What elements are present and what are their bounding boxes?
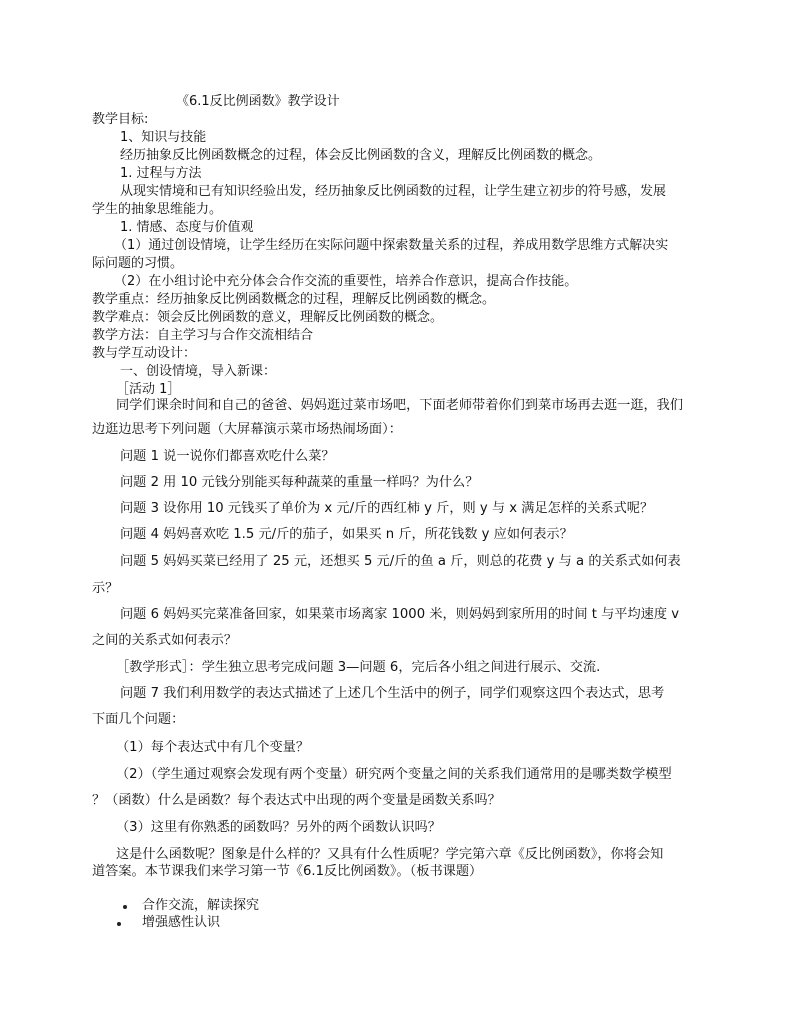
obj1-text: 经历抽象反比例函数概念的过程，体会反比例函数的含义，理解反比例函数的概念。 <box>120 148 602 163</box>
sub-question-3: （3）这里有你熟悉的函数吗？另外的两个函数认识吗？ <box>116 820 441 835</box>
objectives-label: 教学目标: <box>92 112 149 127</box>
bullet-item-1: 合作交流，解读探究 <box>142 898 260 913</box>
intro-text-2: 边逛边思考下列问题（大屏幕演示菜市场热闹场面）： <box>92 422 402 437</box>
question-5-line-1: 问题 5 妈妈买菜已经用了 25 元，还想买 5 元/斤的鱼 a 斤，则总的花费 y 与 a 的关系式如何表 <box>120 554 681 569</box>
question-3: 问题 3 设你用 10 元钱买了单价为 x 元/斤的西红柿 y 斤，则 y 与 x 满足怎样的关系式呢？ <box>120 501 654 516</box>
sub-question-2-line-1: （2）（学生通过观察会发现有两个变量）研究两个变量之间的关系我们通常用的是哪类数学模型 <box>116 767 672 782</box>
conclusion-line-1: 这是什么函数呢？图象是什么样的？又具有什么性质呢？学完第六章《反比例函数》，你将会知 <box>116 847 664 862</box>
question-5-line-2: 示？ <box>92 581 119 596</box>
question-1: 问题 1 说一说你们都喜欢吃什么菜？ <box>120 449 335 464</box>
sub-question-1: （1）每个表达式中有几个变量？ <box>116 740 310 755</box>
bullet-dot-1 <box>123 905 127 909</box>
obj1-heading: 1、知识与技能 <box>120 130 207 145</box>
design-label: 教与学互动设计： <box>92 346 197 361</box>
obj3-p1-1: （1）通过创设情境，让学生经历在实际问题中探索数量关系的过程，养成用数学思维方式解决实 <box>114 238 669 253</box>
obj2-text-1: 从现实情境和已有知识经验出发，经历抽象反比例函数的过程，让学生建立初步的符号感，发展 <box>120 184 667 199</box>
obj3-p1-2: 际问题的习惯。 <box>92 256 184 271</box>
intro-text-1: 同学们课余时间和自己的爸爸、妈妈逛过菜市场吧，下面老师带着你们到菜市场再去逛一逛，我们 <box>116 398 684 413</box>
activity-1-label: ［活动 1］ <box>116 382 181 397</box>
section-1-heading: 一、创设情境，导入新课： <box>120 364 277 379</box>
key-point: 教学重点：经历抽象反比例函数概念的过程，理解反比例函数的概念。 <box>92 292 496 307</box>
question-2: 问题 2 用 10 元钱分别能买每种蔬菜的重量一样吗？为什么？ <box>120 475 479 490</box>
question-7-line-2: 下面几个问题： <box>92 712 185 727</box>
obj3-p2: （2）在小组讨论中充分体会合作交流的重要性，培养合作意识，提高合作技能。 <box>114 274 578 289</box>
teaching-form: ［教学形式］：学生独立思考完成问题 3—问题 6，完后各小组之间进行展示、交流. <box>116 660 601 675</box>
obj3-heading: 1. 情感、态度与价值观 <box>120 220 254 235</box>
question-4: 问题 4 妈妈喜欢吃 1.5 元/斤的茄子，如果买 n 斤，所花钱数 y 应如何表示？ <box>120 527 573 542</box>
obj2-text-2: 学生的抽象思维能力。 <box>92 202 223 217</box>
sub-question-2-line-2: ？（函数）什么是函数？每个表达式中出现的两个变量是函数关系吗？ <box>92 793 501 808</box>
question-6-line-2: 之间的关系式如何表示？ <box>92 633 238 648</box>
doc-title: 《6.1反比例函数》教学设计 <box>176 94 340 109</box>
bullet-item-2: 增强感性认识 <box>142 915 221 930</box>
bullet-dot-2 <box>117 922 121 926</box>
teaching-method: 教学方法：自主学习与合作交流相结合 <box>92 328 314 343</box>
difficult-point: 教学难点：领会反比例函数的意义，理解反比例函数的概念。 <box>92 310 444 325</box>
obj2-heading: 1. 过程与方法 <box>120 166 202 181</box>
conclusion-line-2: 道答案。本节课我们来学习第一节《6.1反比例函数》。（板书课题） <box>92 864 483 879</box>
question-7-line-1: 问题 7 我们利用数学的表达式描述了上述几个生活中的例子，同学们观察这四个表达式，思考 <box>120 686 665 701</box>
question-6-line-1: 问题 6 妈妈买完菜准备回家，如果菜市场离家 1000 米，则妈妈到家所用的时间 t 与平均速度 v <box>120 607 680 622</box>
